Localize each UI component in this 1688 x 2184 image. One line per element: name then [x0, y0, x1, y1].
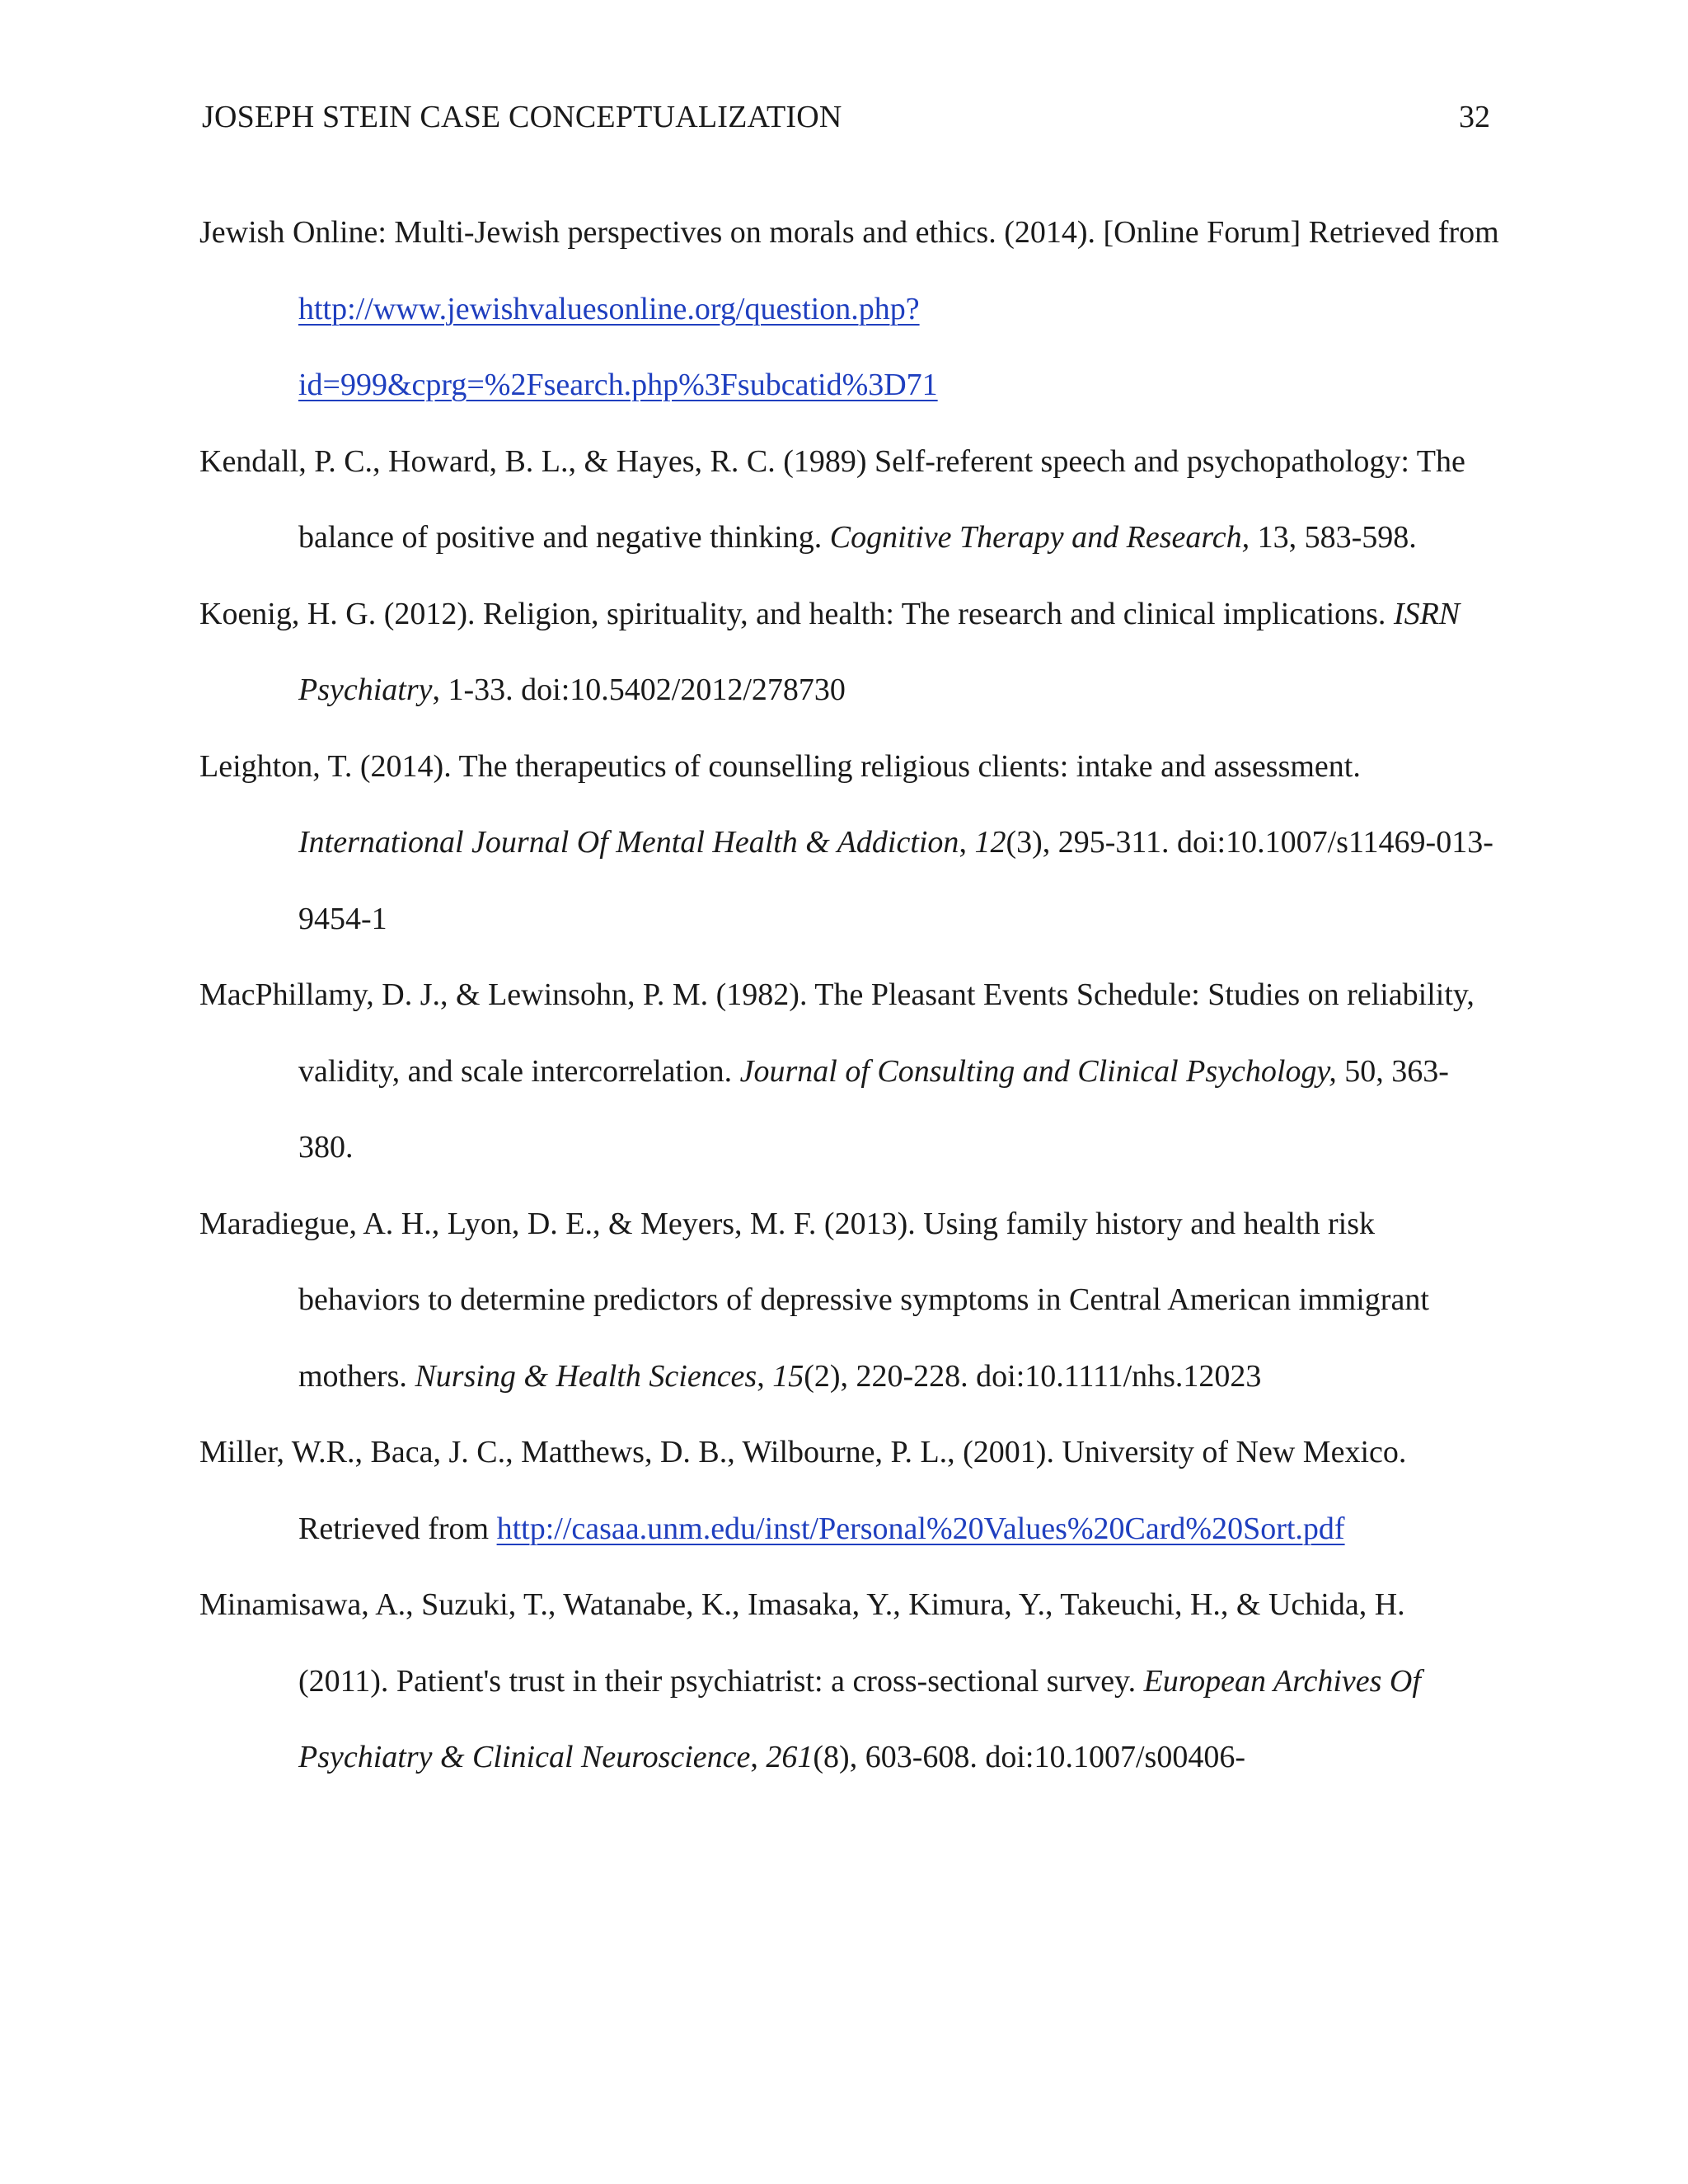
reference-entry: [199, 729, 1502, 958]
reference-entry: [199, 957, 1502, 1186]
reference-text: ,: [959, 825, 975, 860]
page-number: 32: [1459, 100, 1490, 134]
reference-text: ,: [750, 1740, 767, 1774]
reference-text: ,: [757, 1358, 773, 1394]
reference-italic-text: 12: [974, 825, 1006, 860]
running-head: JOSEPH STEIN CASE CONCEPTUALIZATION: [202, 100, 842, 134]
reference-text: (2), 220-228. doi:10.1111/nhs.12023: [804, 1358, 1262, 1394]
reference-entry: [199, 424, 1502, 576]
reference-text: Jewish Online: Multi-Jewish perspectives on morals and ethics. (2014). [Online Forum] Retrieved from: [199, 215, 1499, 250]
reference-url-link[interactable]: http://www.jewishvaluesonline.org/question.php?id=999&cprg=%2Fsearch.php%3Fsubcatid%3D71: [298, 291, 938, 402]
reference-text: Kendall, P. C., Howard, B. L., & Hayes, R. C. (1989) Self-referent speech and psychopathology: The balance of positive and negative thinking.: [199, 443, 1465, 555]
reference-italic-text: International Journal Of Mental Health & Addiction: [298, 825, 959, 860]
reference-italic-text: Nursing & Health Sciences: [415, 1358, 757, 1394]
reference-text: 13, 583-598.: [1250, 520, 1417, 555]
reference-text: (8), 603-608. doi:10.1007/s00406-: [813, 1740, 1245, 1774]
reference-text: Minamisawa, A., Suzuki, T., Watanabe, K., Imasaka, Y., Kimura, Y., Takeuchi, H., & Uchida, H. (2011). Patient's trust in their psychiatrist: a cross-sectional survey.: [199, 1587, 1405, 1699]
reference-text: Koenig, H. G. (2012). Religion, spirituality, and health: The research and clinical implications.: [199, 596, 1394, 631]
reference-entry: [199, 1414, 1502, 1567]
reference-list: [199, 194, 1502, 1796]
reference-italic-text: 15: [772, 1358, 804, 1394]
reference-entry: [199, 576, 1502, 729]
reference-url-link[interactable]: http://casaa.unm.edu/inst/Personal%20Values%20Card%20Sort.pdf: [496, 1511, 1345, 1546]
reference-text: (3), 295-311. doi:10.1007/s11469-013-9454-1: [298, 825, 1493, 936]
reference-entry: [199, 1567, 1502, 1796]
reference-italic-text: Cognitive Therapy and Research,: [829, 520, 1250, 555]
reference-text: 50, 363-380.: [298, 1053, 1449, 1165]
reference-text: Miller, W.R., Baca, J. C., Matthews, D. B., Wilbourne, P. L., (2001). University of New Mexico. Retrieved from: [199, 1435, 1407, 1546]
reference-text: , 1-33. doi:10.5402/2012/278730: [432, 673, 846, 707]
reference-italic-text: Journal of Consulting and Clinical Psychology,: [739, 1053, 1337, 1089]
reference-text: Leighton, T. (2014). The therapeutics of counselling religious clients: intake and assessment.: [199, 748, 1361, 784]
reference-text: MacPhillamy, D. J., & Lewinsohn, P. M. (1982). The Pleasant Events Schedule: Studies on reliability, validity, and scale intercorrelation.: [199, 977, 1475, 1089]
reference-italic-text: European Archives Of Psychiatry & Clinical Neuroscience: [298, 1663, 1421, 1774]
reference-italic-text: ISRN Psychiatry: [298, 596, 1461, 707]
reference-entry: [199, 1186, 1502, 1415]
reference-italic-text: 261: [766, 1740, 814, 1774]
reference-entry: [199, 194, 1502, 424]
reference-text: Maradiegue, A. H., Lyon, D. E., & Meyers, M. F. (2013). Using family history and health risk behaviors to determine predictors of depressive symptoms in Central American immigrant mothers.: [199, 1206, 1429, 1394]
